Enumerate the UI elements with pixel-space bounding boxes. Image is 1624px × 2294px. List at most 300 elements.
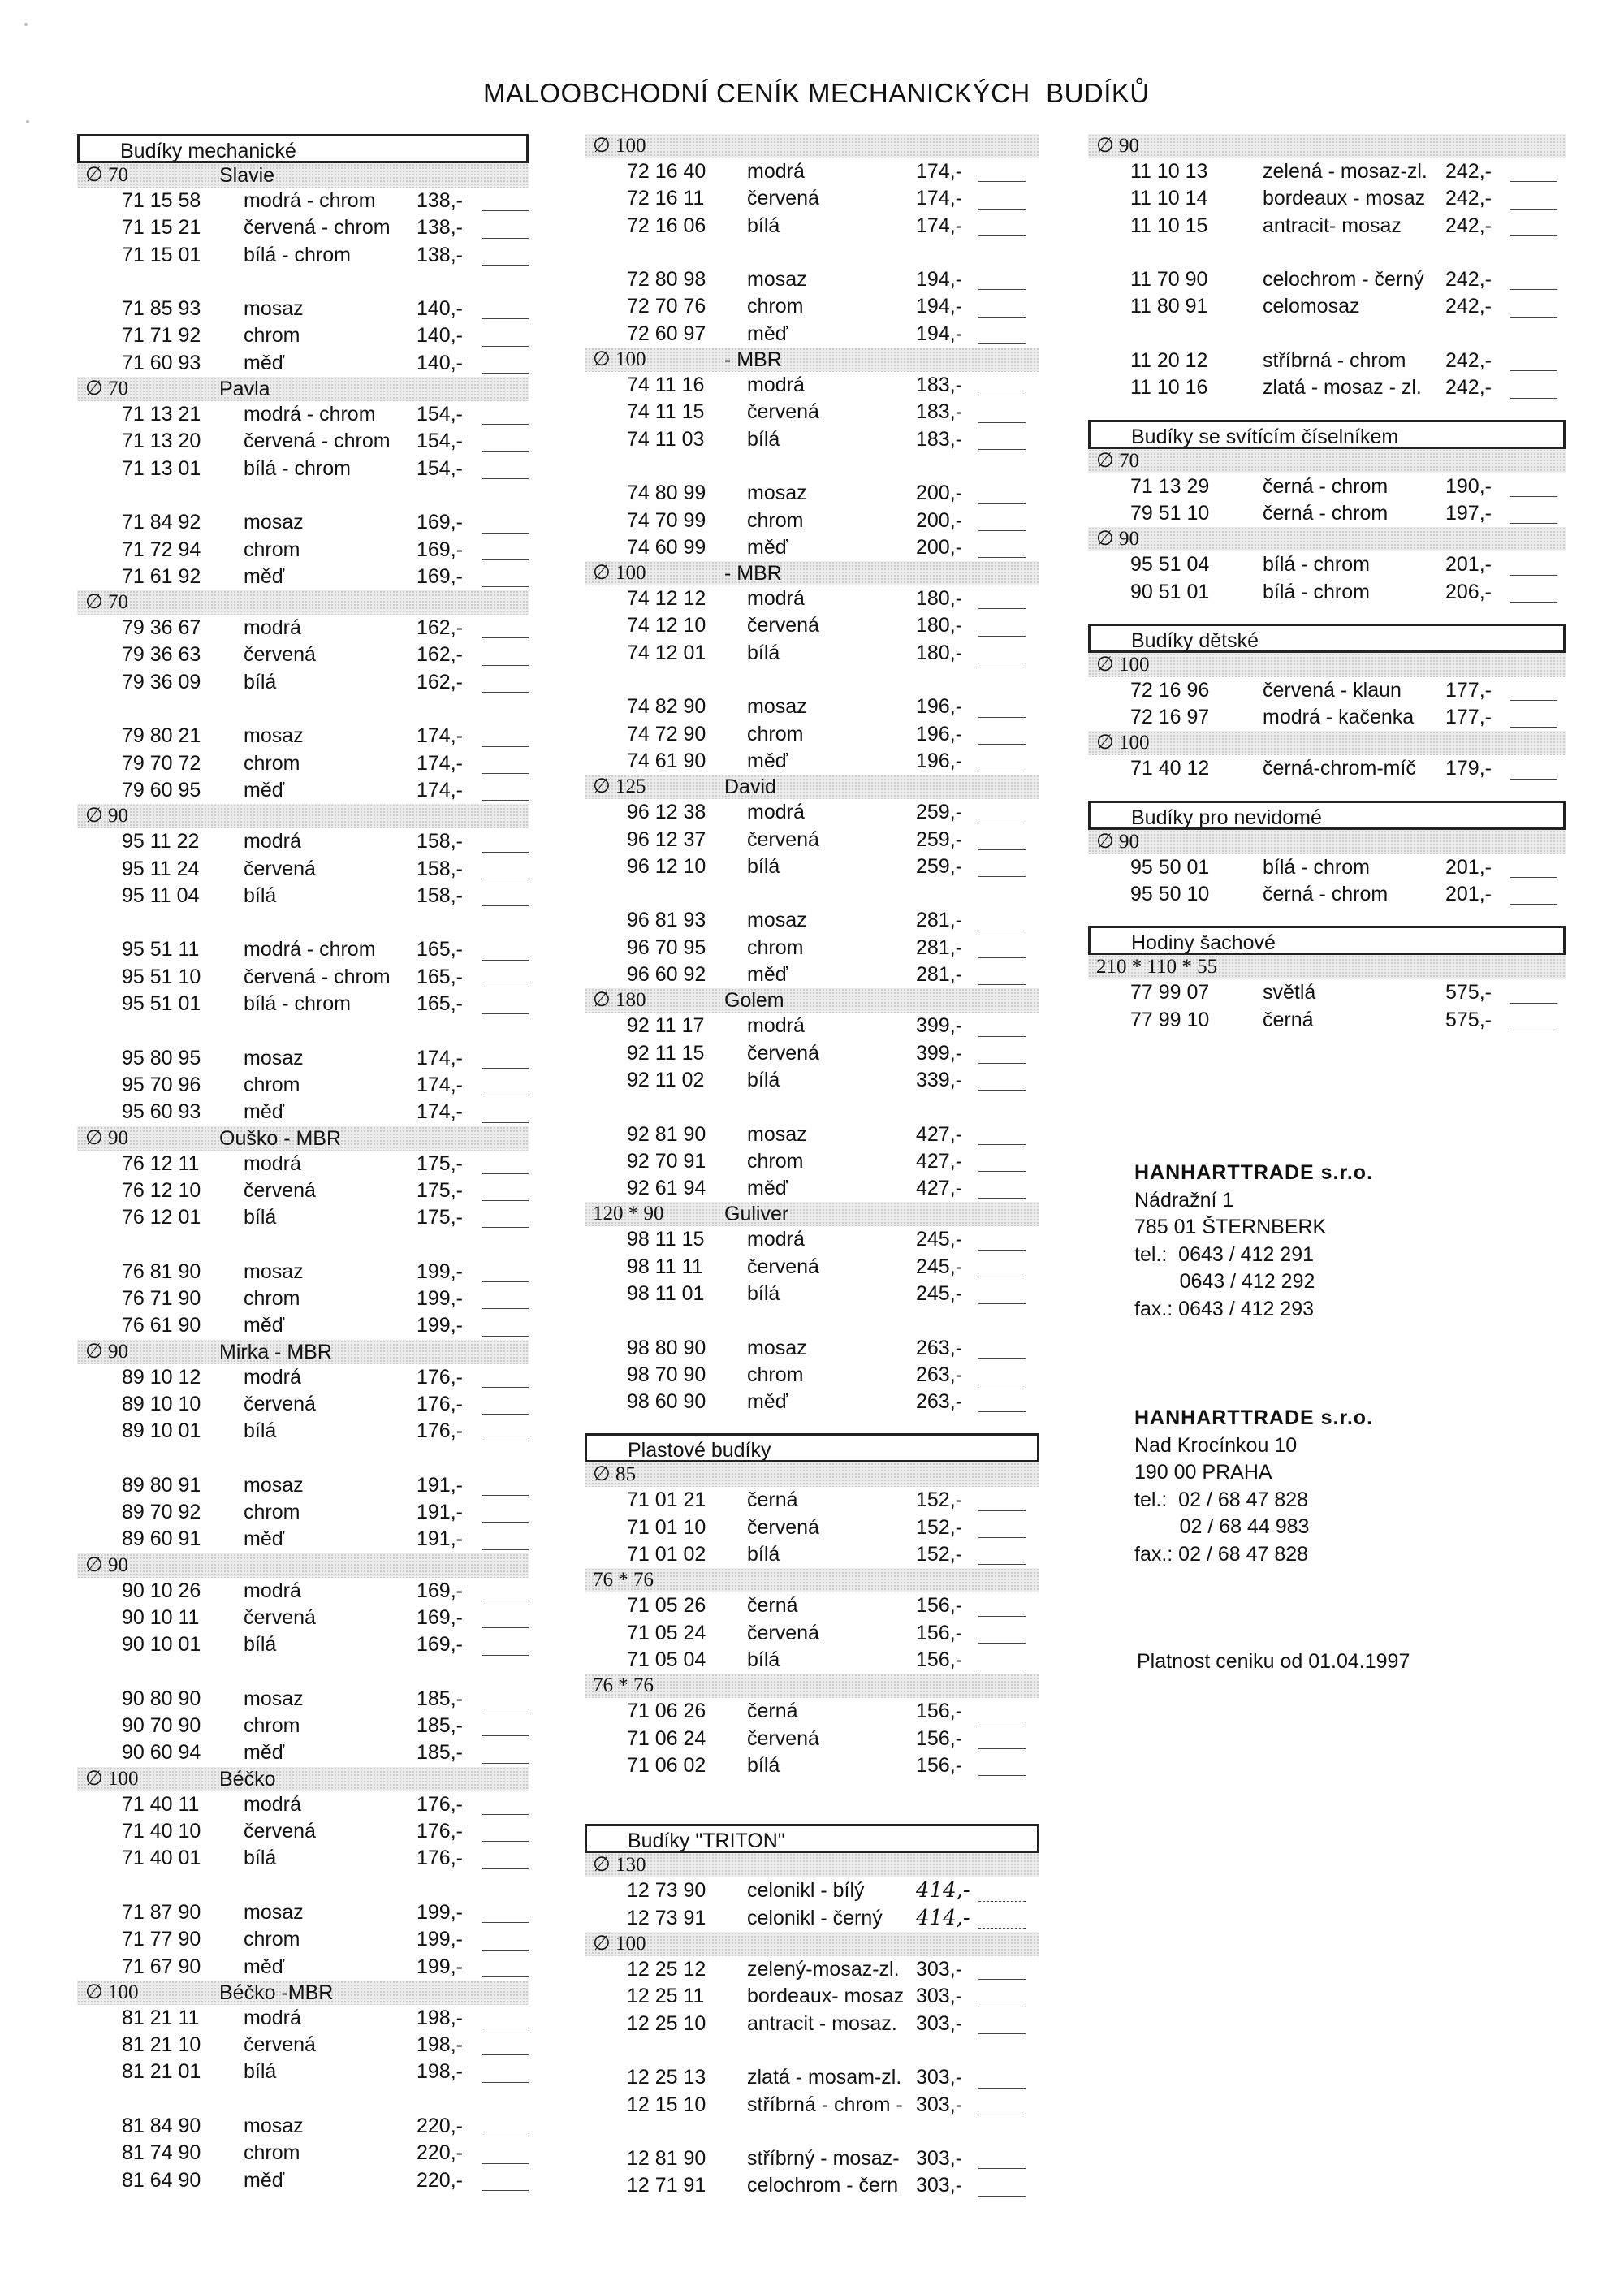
price-row: [585, 612, 1039, 639]
quantity-blank-line: [482, 692, 529, 693]
price-row: [1088, 293, 1566, 320]
product-description: mosaz: [747, 695, 807, 719]
product-description: chrom: [747, 295, 804, 318]
price-row: [585, 185, 1039, 212]
product-code: 79 36 67: [122, 616, 201, 640]
price-row: [1088, 551, 1566, 578]
product-code: 71 84 92: [122, 511, 201, 534]
product-description: červená: [747, 614, 819, 637]
product-price: 162,-: [417, 670, 463, 693]
diameter-label: ∅ 100: [593, 348, 646, 371]
price-row: [585, 1647, 1039, 1674]
product-code: 95 11 22: [122, 830, 200, 853]
product-description: červená: [244, 1392, 316, 1415]
product-description: celochrom - čern: [747, 2174, 899, 2197]
product-code: 92 81 90: [627, 1122, 706, 1146]
quantity-blank-line: [978, 181, 1026, 182]
product-price: 154,-: [417, 456, 463, 480]
quantity-blank-line: [482, 533, 529, 534]
price-row: [585, 399, 1039, 426]
contact-line: Nad Krocínkou 10: [1134, 1433, 1298, 1457]
product-code: 71 01 02: [627, 1543, 706, 1566]
price-row: [77, 750, 529, 777]
product-price: 196,-: [916, 722, 962, 745]
quantity-blank-line: [978, 1171, 1026, 1172]
diameter-label: ∅ 90: [1096, 830, 1140, 853]
product-price: 198,-: [417, 2006, 463, 2029]
quantity-blank-line: [482, 1763, 529, 1764]
price-row: [77, 1686, 529, 1713]
quantity-blank-line: [482, 586, 529, 587]
price-row: [77, 936, 529, 963]
price-row: [77, 456, 529, 482]
product-description: černá - chrom: [1263, 501, 1389, 525]
product-price: 196,-: [916, 749, 962, 772]
quantity-blank-line: [978, 1303, 1026, 1304]
diameter-label: 76 * 76: [593, 1569, 654, 1592]
company-name: HANHARTTRADE s.r.o.: [1134, 1161, 1374, 1184]
product-code: 74 61 90: [627, 749, 706, 772]
price-row: [77, 1926, 529, 1953]
product-description: bílá - chrom: [244, 456, 351, 480]
quantity-blank-line: [978, 1510, 1026, 1511]
model-name: Golem: [724, 989, 784, 1013]
product-description: mosaz: [244, 297, 304, 321]
price-row: [585, 1389, 1039, 1415]
quantity-blank-line: [482, 1122, 529, 1123]
product-code: 81 74 90: [122, 2141, 201, 2165]
price-row: [1088, 979, 1566, 1006]
product-code: 12 25 13: [627, 2066, 706, 2089]
quantity-blank-line: [482, 746, 529, 747]
price-row: [1088, 213, 1566, 240]
price-row: [1088, 704, 1566, 731]
product-price: 169,-: [417, 564, 463, 588]
price-row: [77, 1177, 529, 1204]
product-description: mosaz: [244, 1473, 304, 1497]
quantity-blank-line: [482, 1814, 529, 1815]
price-row: [77, 1418, 529, 1445]
product-price: 174,-: [916, 214, 962, 237]
product-price: 242,-: [1445, 376, 1492, 400]
product-code: 71 13 29: [1130, 474, 1210, 498]
section-heading-box: Budíky dětské: [1088, 624, 1566, 653]
diameter-label: ∅ 100: [593, 135, 646, 157]
price-row: [585, 799, 1039, 826]
product-price: 174,-: [417, 778, 463, 801]
product-description: modrá: [244, 1579, 301, 1602]
product-description: bílá - chrom: [1263, 553, 1370, 577]
company-name: HANHARTTRADE s.r.o.: [1134, 1406, 1374, 1429]
product-code: 92 11 15: [627, 1041, 705, 1065]
product-code: 90 10 01: [122, 1633, 201, 1657]
quantity-blank-line: [978, 1564, 1026, 1565]
quantity-blank-line: [482, 318, 529, 319]
product-description: měď: [747, 749, 788, 772]
product-description: černá: [1263, 1008, 1314, 1031]
product-description: chrom: [244, 538, 300, 561]
quantity-blank-line: [978, 2168, 1026, 2169]
price-row: [77, 1605, 529, 1631]
product-description: černá - chrom: [1263, 474, 1389, 498]
price-row: [1088, 1007, 1566, 1034]
price-row: [77, 1099, 529, 1125]
quantity-blank-line: [978, 530, 1026, 531]
price-row: [1088, 500, 1566, 527]
quantity-blank-line: [482, 1549, 529, 1550]
product-code: 79 51 10: [1130, 501, 1210, 525]
price-row: [585, 1905, 1039, 1932]
product-description: světlá: [1263, 981, 1316, 1004]
product-price: 174,-: [417, 1100, 463, 1124]
size-subheader: [585, 1462, 1039, 1487]
section-heading-box: Budíky pro nevidomé: [1088, 801, 1566, 830]
quantity-blank-line: [1510, 181, 1557, 182]
contact-line: 785 01 ŠTERNBERK: [1134, 1216, 1327, 1238]
price-row: [585, 1956, 1039, 1983]
product-price: 185,-: [417, 1714, 463, 1738]
row-gap: [77, 1659, 529, 1686]
size-subheader: [585, 561, 1039, 585]
diameter-label: ∅ 180: [593, 989, 646, 1012]
product-code: 81 21 01: [122, 2060, 201, 2084]
price-row: [585, 2145, 1039, 2172]
product-description: chrom: [747, 1149, 804, 1173]
product-price: 201,-: [1445, 553, 1492, 577]
product-code: 95 51 11: [122, 938, 200, 961]
product-description: stříbrný - mosaz-: [747, 2147, 900, 2171]
product-price: 197,-: [1445, 501, 1492, 525]
product-code: 76 12 11: [122, 1151, 200, 1175]
product-code: 71 13 01: [122, 456, 201, 480]
price-row: [585, 721, 1039, 748]
quantity-blank-line: [978, 289, 1026, 290]
price-row: [77, 1072, 529, 1099]
row-gap: [77, 909, 529, 936]
product-price: 138,-: [417, 216, 463, 240]
product-description: modrá: [244, 830, 301, 853]
contact-line: 190 00 PRAHA: [1134, 1461, 1272, 1484]
product-description: mosaz: [244, 1046, 304, 1069]
product-description: červená: [747, 1041, 819, 1065]
product-price: 174,-: [417, 724, 463, 748]
product-price: 183,-: [916, 400, 962, 424]
quantity-blank-line: [978, 1901, 1026, 1902]
section-heading-box: Budíky mechanické: [77, 134, 529, 163]
product-code: 12 71 91: [627, 2174, 706, 2197]
product-price: 201,-: [1445, 883, 1492, 906]
product-description: chrom: [244, 1928, 300, 1951]
product-price: 199,-: [417, 1955, 463, 1978]
product-price: 427,-: [916, 1122, 962, 1146]
product-code: 95 50 10: [1130, 883, 1210, 906]
diameter-label: ∅ 70: [85, 378, 129, 400]
product-code: 74 72 90: [627, 722, 706, 745]
section-heading-box: Budíky se svítícím číselníkem: [1088, 420, 1566, 449]
product-description: modrá: [747, 1228, 805, 1251]
product-description: červená: [244, 1820, 316, 1843]
product-code: 81 84 90: [122, 2115, 201, 2137]
section-heading-box: Budíky "TRITON": [585, 1824, 1039, 1853]
price-row: [585, 1335, 1039, 1362]
product-description: bílá: [747, 854, 780, 878]
product-description: bílá: [747, 427, 780, 451]
product-price: 156,-: [916, 1753, 962, 1777]
model-name: David: [724, 775, 776, 799]
price-row: [1088, 473, 1566, 500]
price-row: [77, 1499, 529, 1526]
product-price: 206,-: [1445, 580, 1492, 603]
product-description: modrá: [244, 616, 301, 640]
size-subheader: [1088, 830, 1566, 854]
product-price: 165,-: [417, 992, 463, 1016]
product-price: 174,-: [417, 1073, 463, 1096]
product-price: 200,-: [916, 508, 962, 532]
product-description: červená - chrom: [244, 216, 391, 240]
quantity-blank-line: [482, 1950, 529, 1951]
contact-line: tel.: 02 / 68 47 828: [1134, 1488, 1309, 1511]
quantity-blank-line: [978, 557, 1026, 558]
product-code: 71 40 12: [1130, 757, 1210, 780]
quantity-blank-line: [978, 717, 1026, 718]
product-price: 180,-: [916, 614, 962, 637]
product-description: celochrom - černý: [1263, 268, 1424, 292]
row-gap: [585, 1094, 1039, 1121]
product-code: 79 60 95: [122, 778, 201, 801]
product-code: 12 73 91: [627, 1906, 706, 1929]
price-row: [77, 964, 529, 991]
contact-line: fax.: 0643 / 412 293: [1134, 1297, 1315, 1320]
size-subheader: [1088, 449, 1566, 473]
product-description: červená: [747, 1255, 819, 1278]
product-price: 176,-: [417, 1419, 463, 1443]
price-row: [77, 350, 529, 377]
validity-note: Platnost ceniku od 01.04.1997: [1137, 1650, 1410, 1673]
product-code: 89 80 91: [122, 1473, 201, 1497]
product-price: 303,-: [916, 1958, 962, 1981]
price-row: [585, 1013, 1039, 1039]
product-price: 175,-: [417, 1178, 463, 1202]
price-row: [585, 2011, 1039, 2037]
price-row: [1088, 755, 1566, 782]
size-subheader: [77, 590, 529, 615]
quantity-blank-line: [482, 1227, 529, 1228]
product-code: 95 50 01: [1130, 855, 1210, 879]
diameter-label: ∅ 90: [85, 805, 129, 827]
price-row: [585, 480, 1039, 507]
product-price: 399,-: [916, 1014, 962, 1038]
product-code: 90 70 90: [122, 1714, 201, 1738]
product-description: černá: [747, 1594, 798, 1618]
product-description: červená: [747, 1726, 819, 1750]
product-price: 140,-: [417, 297, 463, 321]
price-row: [77, 509, 529, 536]
product-price: 154,-: [417, 403, 463, 426]
size-subheader: [585, 1932, 1039, 1956]
diameter-label: ∅ 100: [85, 1981, 139, 2003]
product-code: 90 51 01: [1130, 580, 1210, 603]
quantity-blank-line: [482, 1173, 529, 1174]
product-description: chrom: [244, 2141, 300, 2165]
size-subheader: [585, 348, 1039, 372]
price-row: [77, 242, 529, 269]
quantity-blank-line: [482, 1281, 529, 1282]
size-subheader: [77, 804, 529, 828]
price-row: [585, 853, 1039, 880]
product-code: 74 12 01: [627, 641, 706, 664]
product-description: červená: [244, 643, 316, 667]
price-row: [77, 1791, 529, 1818]
product-description: červená: [747, 187, 819, 210]
contact-line: fax.: 02 / 68 47 828: [1134, 1542, 1309, 1566]
product-price: 194,-: [916, 295, 962, 318]
size-subheader: [585, 988, 1039, 1013]
quantity-blank-line: [482, 2054, 529, 2055]
quantity-blank-line: [482, 238, 529, 239]
price-row: [77, 1845, 529, 1872]
row-gap: [585, 1307, 1039, 1334]
product-price: 176,-: [417, 1365, 463, 1389]
quantity-blank-line: [978, 503, 1026, 504]
product-code: 90 10 11: [122, 1605, 200, 1629]
size-subheader: [585, 134, 1039, 158]
size-subheader: [585, 1202, 1039, 1226]
quantity-blank-line: [978, 1979, 1026, 1980]
product-description: mosaz: [244, 724, 304, 748]
section-heading-box: Plastové budíky: [585, 1433, 1039, 1462]
product-description: modrá - kačenka: [1263, 706, 1415, 729]
price-row: [77, 991, 529, 1017]
diameter-label: ∅ 70: [85, 591, 129, 614]
product-description: červená - chrom: [244, 430, 391, 453]
size-subheader: [1088, 731, 1566, 755]
product-description: stříbrná - chrom: [1263, 349, 1406, 373]
product-price: 138,-: [417, 189, 463, 212]
product-price: 183,-: [916, 427, 962, 451]
diameter-label: ∅ 70: [1096, 449, 1140, 472]
product-price: 196,-: [916, 695, 962, 719]
quantity-blank-line: [978, 957, 1026, 958]
product-code: 76 61 90: [122, 1314, 201, 1337]
product-description: chrom: [244, 751, 300, 775]
product-price: 177,-: [1445, 678, 1492, 702]
quantity-blank-line: [978, 209, 1026, 210]
price-row: [77, 2113, 529, 2140]
price-row: [585, 2092, 1039, 2119]
quantity-blank-line: [978, 876, 1026, 877]
product-price: 427,-: [916, 1177, 962, 1200]
product-code: 11 10 15: [1130, 214, 1208, 237]
price-row: [585, 372, 1039, 399]
product-code: 96 12 37: [627, 827, 706, 851]
quantity-blank-line: [482, 451, 529, 452]
product-price: 179,-: [1445, 757, 1492, 780]
diameter-label: ∅ 100: [593, 1933, 646, 1955]
product-price: 190,-: [1445, 474, 1492, 498]
price-row: [585, 1592, 1039, 1619]
price-row: [77, 564, 529, 590]
row-gap: [585, 453, 1039, 480]
price-row: [77, 1391, 529, 1418]
product-code: 71 15 21: [122, 216, 201, 240]
quantity-blank-line: [978, 1250, 1026, 1251]
product-price: 194,-: [916, 322, 962, 345]
product-code: 92 11 02: [627, 1068, 705, 1091]
diameter-label: ∅ 90: [1096, 528, 1140, 551]
price-row: [77, 1364, 529, 1391]
product-description: chrom: [244, 1073, 300, 1096]
product-code: 12 25 12: [627, 1958, 706, 1981]
product-description: mosaz: [747, 482, 807, 505]
product-description: červená: [244, 857, 316, 880]
product-description: měď: [244, 1955, 285, 1978]
product-price: 259,-: [916, 854, 962, 878]
quantity-blank-line: [482, 905, 529, 906]
price-row: [585, 213, 1039, 240]
quantity-blank-line: [1510, 209, 1557, 210]
quantity-blank-line: [482, 1627, 529, 1628]
price-row: [585, 1487, 1039, 1514]
product-code: 81 21 10: [122, 2033, 201, 2057]
product-description: modrá: [244, 1151, 301, 1175]
product-code: 72 16 97: [1130, 706, 1210, 729]
product-code: 72 70 76: [627, 295, 706, 318]
price-row: [1088, 854, 1566, 881]
product-description: měď: [747, 1177, 788, 1200]
price-row: [77, 642, 529, 668]
price-row: [1088, 185, 1566, 212]
product-price: 303,-: [916, 2066, 962, 2089]
product-price: 140,-: [417, 324, 463, 348]
quantity-blank-line: [482, 1414, 529, 1415]
price-row: [585, 1726, 1039, 1752]
quantity-blank-line: [978, 1198, 1026, 1199]
product-description: měď: [244, 2168, 285, 2192]
product-price: 242,-: [1445, 268, 1492, 292]
size-subheader: [1088, 955, 1566, 979]
contact-line: 0643 / 412 292: [1134, 1270, 1315, 1293]
row-gap: [77, 1445, 529, 1471]
size-subheader: [585, 1674, 1039, 1698]
price-row: [585, 1698, 1039, 1725]
product-code: 90 60 94: [122, 1741, 201, 1765]
quantity-blank-line: [978, 1537, 1026, 1538]
product-code: 89 10 12: [122, 1365, 201, 1389]
product-description: bílá: [747, 1068, 780, 1091]
product-code: 71 13 21: [122, 403, 201, 426]
quantity-blank-line: [482, 424, 529, 425]
price-row: [77, 1818, 529, 1845]
quantity-blank-line: [978, 1358, 1026, 1359]
product-code: 71 61 92: [122, 564, 201, 588]
diameter-label: ∅ 90: [85, 1126, 129, 1149]
price-row: [77, 2167, 529, 2194]
product-price: 138,-: [417, 243, 463, 266]
product-description: modrá: [747, 160, 805, 183]
quantity-blank-line: [482, 1655, 529, 1656]
diameter-label: ∅ 100: [593, 562, 646, 585]
section-heading-box: Hodiny šachové: [1088, 926, 1566, 955]
product-description: bílá - chrom: [1263, 855, 1370, 879]
product-price: 199,-: [417, 1286, 463, 1310]
product-price: 152,-: [916, 1515, 962, 1539]
product-code: 71 60 93: [122, 351, 201, 374]
product-code: 74 11 16: [627, 374, 705, 397]
product-price: 575,-: [1445, 1008, 1492, 1031]
product-description: červená: [244, 1178, 316, 1202]
price-row: [77, 188, 529, 214]
product-code: 89 10 01: [122, 1419, 201, 1443]
